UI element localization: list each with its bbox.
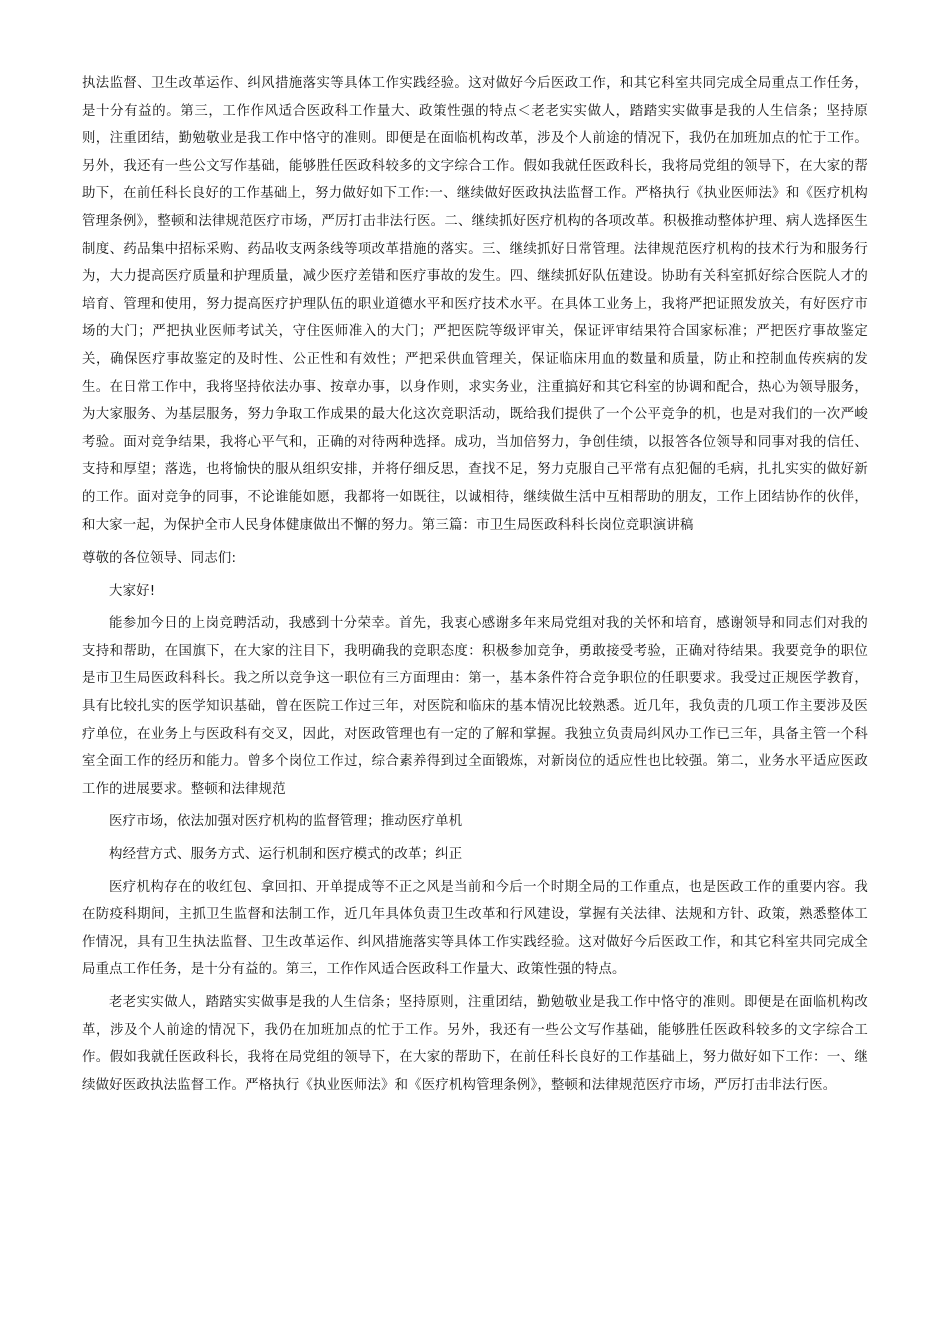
paragraph-salutation: 尊敬的各位领导、同志们: xyxy=(82,551,237,567)
paragraph-body: 能参加今日的上岗竞聘活动，我感到十分荣幸。首先，我衷心感谢多年来局党组对我的关怀和培育，感谢领导和同志们对我的支持和帮助，在国旗下，在大家的注目下，我明确我的竞职态度：积极参加竞争，勇敢接受考验，正确对待结果。我要竞争的职位是市卫生局医政科科长。我之所以竞争这一职位有三方面理由：第一，基本条件符合竞争职位的任职要求。我受过正规医学教育，具有比较扎实的医学知识基础，曾在医院工作过三年，对医院和临床的基本情况比较熟悉。近几年，我负责的几项工作主要涉及医疗单位，在业务上与医政科有交叉，因此，对医政管理也有一定的了解和掌握。我独立负责局纠风办工作已三年，具备主管一个科室全面工作的经历和能力。曾多个岗位工作过，综合素养得到过全面锻炼，对新岗位的适应性也比较强。第二，业务水平适应医政工作的进展要求。整顿和法律规范 xyxy=(82,616,868,797)
paragraph-continuation: 执法监督、卫生改革运作、纠风措施落实等具体工作实践经验。这对做好今后医政工作，和其它科室共同完成全局重点工作任务，是十分有益的。第三，工作作风适合医政科工作量大、政策性强的特点＜老老实实做人，踏踏实实做事是我的人生信条；坚持原则，注重团结，勤勉敬业是我工作中恪守的准则。即便是在面临机构改革，涉及个人前途的情况下，我仍在加班加点的忙于工作。另外，我还有一些公文写作基础，能够胜任医政科较多的文字综合工作。假如我就任医政科长，我将局党组的领导下，在大家的帮助下，在前任科长良好的工作基础上，努力做好如下工作:一、继续做好医政执法监督工作。严格执行《执业医师法》和《医疗机构管理条例》，整顿和法律规范医疗市场，严厉打击非法行医。二、继续抓好医疗机构的各项改革。积极推动整体护理、病人选择医生制度、药品集中招标采购、药品收支两条线等项改革措施的落实。三、继续抓好日常管理。法律规范医疗机构的技术行为和服务行为，大力提高医疗质量和护理质量，减少医疗差错和医疗事故的发生。四、继续抓好队伍建设。协助有关科室抓好综合医院人才的培育、管理和使用，努力提高医疗护理队伍的职业道德水平和医疗技术水平。在具体工业务上，我将严把证照发放关，有好医疗市场的大门；严把执业医师考试关，守住医师准入的大门；严把医院等级评审关，保证评审结果符合国家标准；严把医疗事故鉴定关，确保医疗事故鉴定的及时性、公正性和有效性；严把采供血管理关，保证临床用血的数量和质量，防止和控制血传疾病的发生。在日常工作中，我将坚持依法办事、按章办事，以身作则，求实务业，注重搞好和其它科室的协调和配合，热心为领导服务，为大家服务、为基层服务，努力争取工作成果的最大化这次竞职活动，既给我们提供了一个公平竞争的机，也是对我们的一次严峻考验。面对竞争结果，我将心平气和，正确的对待两种选择。成功，当加倍努力，争创佳绩，以报答各位领导和同事对我的信任、支持和厚望；落选，也将愉快的服从组织安排，并将仔细反思，查找不足，努力克服自己平常有点犯倔的毛病，扎扎实实的做好新的工作。面对竞争的同事，不论谁能如愿，我都将一如既往，以诚相待，继续做生活中互相帮助的朋友，工作上团结协作的伙伴，和大家一起，为保护全市人民身体健康做出不懈的努力。第三篇：市卫生局医政科科长岗位竞职演讲稿 xyxy=(82,76,868,533)
document-page xyxy=(82,70,868,1099)
paragraph-body: 老老实实做人，踏踏实实做事是我的人生信条；坚持原则，注重团结，勤勉敬业是我工作中恪守的准则。即便是在面临机构改革，涉及个人前途的情况下，我仍在加班加点的忙于工作。另外，我还有一些公文写作基础，能够胜任医政科较多的文字综合工作。假如我就任医政科长，我将在局党组的领导下，在大家的帮助下，在前任科长良好的工作基础上，努力做好如下工作：一、继续做好医政执法监督工作。严格执行《执业医师法》和《医疗机构管理条例》，整顿和法律规范医疗市场，严厉打击非法行医。 xyxy=(82,995,868,1093)
paragraph-body-line: 医疗市场，依法加强对医疗机构的监督管理；推动医疗单机 xyxy=(109,814,463,830)
paragraph-greeting: 大家好! xyxy=(109,583,156,599)
paragraph-body: 医疗机构存在的收红包、拿回扣、开单提成等不正之风是当前和今后一个时期全局的工作重点，也是医政工作的重要内容。我在防疫科期间，主抓卫生监督和法制工作，近几年具体负责卫生改革和行风建设，掌握有关法律、法规和方针、政策，熟悉整体工作情况，具有卫生执法监督、卫生改革运作、纠风措施落实等具体工作实践经验。这对做好今后医政工作，和其它科室共同完成全局重点工作任务，是十分有益的。第三，工作作风适合医政科工作量大、政策性强的特点。 xyxy=(82,879,868,978)
paragraph-body-line: 构经营方式、服务方式、运行机制和医疗模式的改革；纠正 xyxy=(109,847,463,863)
